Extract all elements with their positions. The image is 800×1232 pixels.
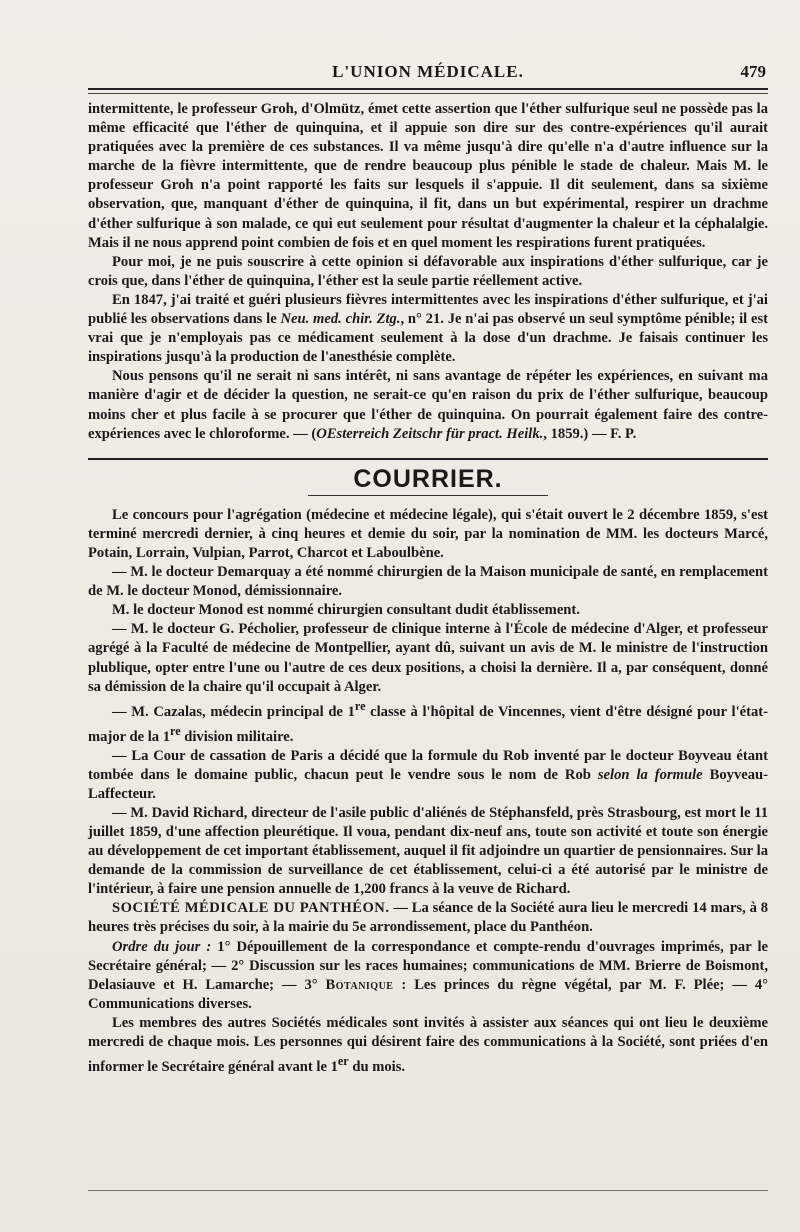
italic-text: selon la formule [597, 766, 703, 783]
title-underline [308, 495, 548, 496]
header-rule-thin [88, 93, 768, 94]
news-text: — M. Cazalas, médecin principal de 1 [112, 703, 355, 720]
news-text: : Les princes du règne végétal, par M. F. Plée; — 4° Communications diverses. [88, 976, 768, 1012]
news-item: — M. le docteur Demarquay a été nommé chirurgien de la Maison municipale de santé, en remplacement de M. le docteur Monod, démissionnaire. [88, 564, 768, 600]
article-paragraph-2: Pour moi, je ne puis souscrire à cette opinion si défavorable aux inspirations d'éther sulfurique, car je crois que, dans l'éther de quinquina, l'éther est la seule partie réellement active. [88, 253, 768, 289]
news-item: — M. David Richard, directeur de l'asile public d'aliénés de Stéphansfeld, près Strasbourg, est mort le 11 juillet 1859, d'une affection pleurétique. Il voua, pendant dix-neuf ans, toute son activité et toute son énergie au développement de cet important établissement, auquel il fit adjoindre un quartier de pensionnaires. Sur la demande de la commission de surveillance de cet établissement, celui-ci a été autorisé par le ministre de l'intérieur, à faire une pension annuelle de 1,200 francs à la veuve de Richard. [88, 804, 768, 898]
news-text: division militaire. [180, 728, 294, 745]
news-item [88, 938, 768, 1014]
article-text: En 1847, j'ai traité et guéri plusieurs fièvres intermittentes avec les inspirations d'éther sulfurique, et j'ai publié les observations dans le [88, 291, 768, 328]
journal-reference: OEsterreich Zeitschr für pract. Heilk. [316, 425, 544, 442]
agenda-label: Ordre du jour : [112, 938, 212, 955]
news-item: — M. le docteur G. Pécholier, professeur de clinique interne à l'École de médecine d'Alger, et professeur agrégé à la Faculté de médecine de Montpellier, ayant dû, suivant un avis de M. le ministre de l'instruction plublique, opter entre l'une ou l'autre de ces deux positions, a choisi la dernière. Il a, par conséquent, donné sa démission de la chaire qu'il occupait à Alger. [88, 621, 768, 695]
section-title: COURRIER. [353, 464, 503, 493]
news-item: M. le docteur Monod est nommé chirurgien consultant dudit établissement. [112, 602, 580, 619]
superscript: re [354, 698, 366, 713]
news-text: classe à l'hôpital de Vincennes, vient d'être désigné pour l'état-major de la 1 [88, 703, 768, 745]
page-body [88, 100, 768, 1077]
article-paragraph-1: intermittente, le professeur Groh, d'Olmütz, émet cette assertion que l'éther sulfurique seul ne possède pas la même efficacité que l'éther de quinquina, et il appuie son dire sur des contre-expériences qu'il aurait pratiquées avec la première de ces substances. Il va même jusqu'à dire qu'elle n'a d'autre influence sur la marche de la fièvre intermittente, que de rendre beaucoup plus pénible le stade de chaleur. Mais M. le professeur Groh n'a point rapporté les faits sur lesquels il s'appuie. Il dit seulement, dans sa sixième observation, que, manquant d'éther de quinquina, il fit, dans un but expérimental, respirer un drachme d'éther sulfurique à son malade, ce qui eut seulement pour résultat d'augmenter la chaleur et la céphalalgie. Mais il ne nous apprend point combien de fois et en quel moment les respirations furent pratiquées. [88, 101, 768, 251]
footer-rule [88, 1190, 768, 1193]
article-text: , 1859.) — F. P. [543, 425, 637, 442]
small-caps-text: Botanique [325, 976, 394, 993]
article-text: Nous pensons qu'il ne serait ni sans intérêt, ni sans avantage de répéter les expériences, en suivant ma manière d'agir et de décider la question, ne serait-ce qu'en raison du prix de l'éther sulfurique, beaucoup moins cher et plus facile à se procurer que l'éther de quinquina. On pourrait également faire des contre-expériences avec le chloroforme. — ( [88, 368, 768, 442]
news-item [88, 697, 768, 747]
journal-title: L'UNION MÉDICALE. [332, 62, 524, 81]
running-header [88, 58, 768, 86]
article-paragraph-4 [88, 367, 768, 443]
news-item [88, 747, 768, 804]
news-item [88, 1014, 768, 1077]
article-text: , n° 21. Je n'ai pas observé un seul symptôme pénible; il est vrai que je n'employais pas ce médicament seulement à la dose d'un drachme. Je faisais continuer les inspirations jusqu'à la production de l'anesthésie complète. [88, 311, 769, 366]
society-heading: SOCIÉTÉ MÉDICALE DU PANTHÉON. [112, 900, 390, 917]
journal-reference: Neu. med. chir. Ztg. [280, 311, 401, 328]
news-text: Les membres des autres Sociétés médicales sont invités à assister aux séances qui ont lieu le deuxième mercredi de chaque mois. Les personnes qui désirent faire des communications à la Société, sont priées d'en informer le Secrétaire général avant le 1 [88, 1014, 768, 1075]
news-text: 1° Dépouillement de la correspondance et compte-rendu d'ouvrages imprimés, par le Secrétaire général; — 2° Discussion sur les races humaines; communications de MM. Brierre de Boismont, Delasiauve et H. Lamarche; — 3° [88, 938, 769, 993]
superscript: er [337, 1054, 349, 1069]
news-text: du mois. [348, 1058, 406, 1075]
superscript: re [170, 723, 181, 738]
article-paragraph-3 [88, 291, 768, 367]
news-text: — La séance de la Société aura lieu le mercredi 14 mars, à 8 heures très précises du soir, à la mairie du 5e arrondissement, place du Panthéon. [88, 900, 768, 936]
news-item [88, 899, 768, 937]
news-item: Le concours pour l'agrégation (médecine et médecine légale), qui s'était ouvert le 2 décembre 1859, s'est terminé mercredi dernier, à cinq heures et demie du soir, par la nomination de MM. les docteurs Marcé, Potain, Lorrain, Vulpian, Parrot, Charcot et Laboulbène. [88, 506, 768, 561]
page-number: 479 [740, 62, 766, 81]
section-separator [88, 458, 768, 460]
news-text: — La Cour de cassation de Paris a décidé que la formule du Rob inventé par le docteur Boyveau étant tombée dans le domaine public, chacun peut le vendre sous le nom de Rob [88, 747, 768, 783]
news-text: Boyveau-Laffecteur. [88, 766, 769, 802]
header-rule [88, 88, 768, 90]
